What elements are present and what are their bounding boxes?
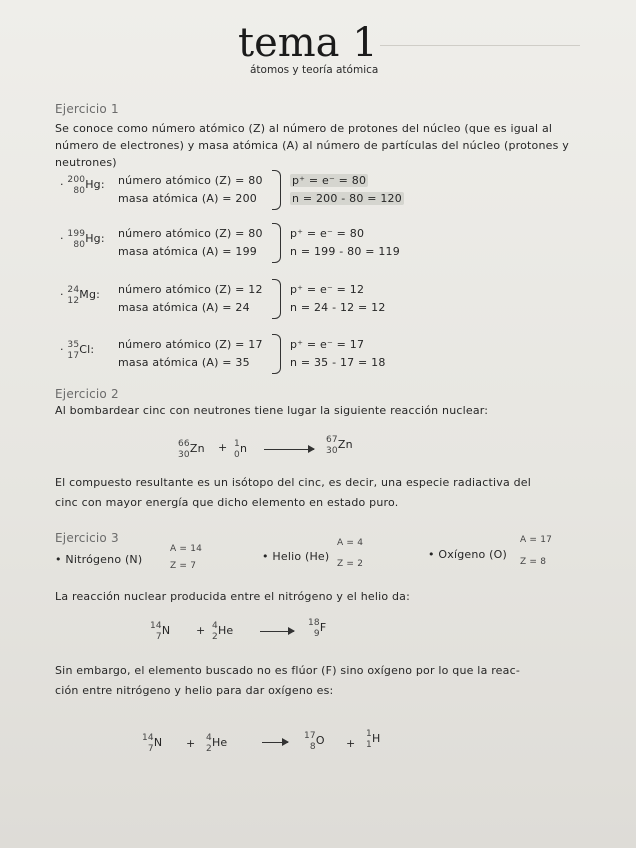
brace (272, 170, 281, 210)
reaction-arrow-icon (264, 449, 314, 450)
reactant-zinc: 66 30Zn (178, 439, 205, 460)
plus-sign: + (346, 737, 356, 750)
atomic-number-line: número atómico (Z) = 80 (118, 174, 263, 187)
atomic-mass-line: masa atómica (A) = 199 (118, 245, 257, 258)
atomic-number: Z = 2 (337, 559, 364, 569)
protons-line: p⁺ = e⁻ = 80 (290, 227, 365, 240)
reactant-helium: 4 2He (212, 621, 234, 642)
brace (272, 279, 281, 319)
plus-sign: + (196, 624, 206, 637)
mass-number: A = 17 (520, 535, 553, 545)
protons-line: p⁺ = e⁻ = 17 (290, 338, 365, 351)
element-nitrogen: • Nitrógeno (N) (55, 553, 143, 566)
neutrons-line: n = 24 - 12 = 12 (290, 301, 386, 314)
exercise-2-intro: Al bombardear cinc con neutrones tiene lugar la siguiente reacción nuclear: (55, 404, 489, 417)
page-title: tema 1 (238, 20, 378, 66)
ruled-line (380, 45, 580, 46)
neutrons-line: n = 200 - 80 = 120 (292, 192, 402, 205)
plus-sign: + (186, 737, 196, 750)
atomic-mass-line: masa atómica (A) = 24 (118, 301, 250, 314)
page-subtitle: átomos y teoría atómica (250, 64, 379, 76)
mass-number: A = 14 (170, 544, 203, 554)
brace (272, 223, 281, 263)
product-hydrogen: 1 1H (366, 729, 381, 750)
neutrons-line: n = 35 - 17 = 18 (290, 356, 386, 369)
exercise-3-text: ción entre nitrógeno y helio para dar oxígeno es: (55, 684, 334, 697)
exercise-1-heading: Ejercicio 1 (55, 102, 119, 116)
protons-line: p⁺ = e⁻ = 12 (290, 283, 365, 296)
atomic-mass-line: masa atómica (A) = 200 (118, 192, 257, 205)
product-zinc: 67 30Zn (326, 435, 353, 456)
protons-line: p⁺ = e⁻ = 80 (292, 174, 367, 187)
exercise-3-heading: Ejercicio 3 (55, 531, 119, 545)
isotope-symbol: · 199 80Hg: (60, 229, 105, 250)
product-fluorine: 18 9F (308, 618, 327, 639)
reaction-arrow-icon (262, 742, 288, 743)
isotope-symbol: · 200 80Hg: (60, 175, 105, 196)
exercise-3-text: Sin embargo, el elemento buscado no es flúor (F) sino oxígeno por lo que la reac- (55, 664, 521, 677)
atomic-number: Z = 8 (520, 557, 547, 567)
exercise-2-heading: Ejercicio 2 (55, 387, 119, 401)
isotope-symbol: · 24 12Mg: (60, 285, 101, 306)
element-oxygen: • Oxígeno (O) (428, 548, 507, 561)
neutrons-line: n = 199 - 80 = 119 (290, 245, 400, 258)
reactant-neutron: 1 0n (234, 439, 248, 460)
exercise-2-text: cinc con mayor energía que dicho elemento en estado puro. (55, 496, 399, 509)
product-oxygen: 17 8O (304, 731, 325, 752)
exercise-1-intro-line: neutrones) (55, 156, 117, 169)
exercise-2-text: El compuesto resultante es un isótopo del cinc, es decir, una especie radiactiva del (55, 476, 531, 489)
reactant-nitrogen: 14 7N (150, 621, 171, 642)
atomic-number-line: número atómico (Z) = 12 (118, 283, 263, 296)
reactant-helium: 4 2He (206, 733, 228, 754)
atomic-number-line: número atómico (Z) = 17 (118, 338, 263, 351)
element-helium: • Helio (He) (262, 550, 330, 563)
exercise-1-intro-line: Se conoce como número atómico (Z) al número de protones del núcleo (que es igual al (55, 122, 553, 135)
mass-number: A = 4 (337, 538, 364, 548)
atomic-number: Z = 7 (170, 561, 197, 571)
exercise-3-text: La reacción nuclear producida entre el nitrógeno y el helio da: (55, 590, 411, 603)
reactant-nitrogen: 14 7N (142, 733, 163, 754)
plus-sign: + (218, 441, 228, 454)
isotope-symbol: · 35 17Cl: (60, 340, 95, 361)
reaction-arrow-icon (260, 631, 294, 632)
atomic-number-line: número atómico (Z) = 80 (118, 227, 263, 240)
exercise-1-intro-line: número de electrones) y masa atómica (A) al número de partículas del núcleo (protones y (55, 139, 569, 152)
atomic-mass-line: masa atómica (A) = 35 (118, 356, 250, 369)
brace (272, 334, 281, 374)
